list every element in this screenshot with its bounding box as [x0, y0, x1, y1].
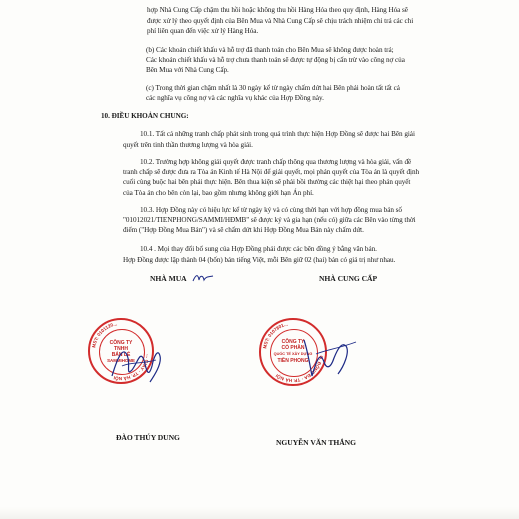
stamp-text: CÔNG TY: [109, 340, 133, 346]
text-line: 10.4 . Mọi thay đổi bổ sung của Hợp Đồng phải được các bên đồng ý bằng văn bản.: [140, 245, 377, 253]
text-line: điểm ("Hợp Đồng Mua Bán") và sẽ chấm dứt khi Hợp Đồng Mua Bán này chấm dứt.: [123, 226, 364, 234]
buyer-heading: NHÀ MUA: [150, 274, 187, 283]
text-line: Các khoản chiết khấu và hỗ trợ chưa thanh toán sẽ được tự động bị cấn trừ vào công nợ của: [146, 56, 405, 64]
text-line: Bên Mua với Nhà Cung Cấp.: [146, 66, 229, 74]
initials-signature: [192, 272, 214, 284]
buyer-name: ĐÀO THÚY DUNG: [116, 433, 180, 442]
supplier-name: NGUYỄN VĂN THẮNG: [276, 438, 356, 447]
text-line: "01012021/TIENPHONG/SAMMI/HĐMB" sẽ được ký và gia hạn (nếu có) giữa các Bên vào từng thời: [123, 216, 416, 224]
text-line: 10.1. Tất cả những tranh chấp phát sinh trong quá trình thực hiện Hợp Đồng sẽ được hai Bên giải: [140, 130, 415, 138]
stamp-text: CÔNG TY: [281, 339, 305, 345]
text-line: của Tòa án cho bên còn lại, bao gồm nhưng không giới hạn Án phí.: [123, 189, 314, 197]
stamp-text: CỔ PHẦN: [281, 345, 305, 351]
text-line: phí liên quan đến việc xử lý Hàng Hóa.: [147, 27, 259, 35]
text-line: 10.2. Trường hợp không giải quyết được tranh chấp thông qua thương lượng và hòa giải, vấn đề: [140, 158, 412, 166]
text-line: (b) Các khoản chiết khấu và hỗ trợ đã thanh toán cho Bên Mua sẽ không được hoàn trả;: [146, 46, 394, 54]
stamp-text: TIỀN PHONG: [277, 358, 309, 364]
page-edge: [0, 507, 519, 519]
text-line: Hợp Đồng được lập thành 04 (bốn) bản tiếng Việt, mỗi Bên giữ 02 (hai) bản có giá trị như nhau.: [123, 256, 396, 264]
text-line: 10.3. Hợp Đồng này có hiệu lực kể từ ngày ký và có cùng thời hạn với hợp đồng mua bán số: [140, 206, 402, 214]
stamp-text: SAMMIHOME: [107, 358, 135, 363]
stamp-ring-text: Q. ĐỐNG ĐA · TP. HÀ NỘI: [274, 355, 324, 384]
stamp-ring-text: ... GIẤY · TP. HÀ NỘI: [113, 353, 151, 382]
text-line: các nghĩa vụ công nợ và các nghĩa vụ khác của Hợp Đồng này.: [146, 94, 324, 102]
stamp-text: QUỐC TẾ XÂY DỰNG: [273, 352, 313, 356]
stamp-ring-text: MST: 0107801...: [262, 321, 289, 349]
text-line: (c) Trong thời gian chậm nhất là 30 ngày kể từ ngày chấm dứt hai Bên phải hoàn tất tất cả: [146, 84, 400, 92]
text-line: cuối cùng buộc hai bên phải thực hiện. Bên thua kiện sẽ phải bồi thường các thiệt hại theo phán quyết: [123, 178, 411, 186]
text-line: tranh chấp sẽ được đưa ra Tòa án Kinh tế Hà Nội để giải quyết, mọi phán quyết của Tòa án là quyết định: [123, 168, 420, 176]
supplier-signature: [300, 332, 360, 384]
text-line: hợp Nhà Cung Cấp chậm thu hồi hoặc không thu hồi Hàng Hóa theo quy định, Hàng Hóa sẽ: [147, 6, 408, 14]
stamp-text: BÁN LẺ: [111, 352, 131, 358]
text-line: quyết trên tinh thần thương lượng và hòa giải.: [123, 141, 253, 149]
text-line: được xử lý theo quyết định của Bên Mua và Nhà Cung Cấp sẽ chịu trách nhiệm chi trả các chi: [147, 17, 414, 25]
buyer-signature: [108, 336, 168, 388]
stamp-text: TNHH: [114, 346, 128, 352]
section-heading: 10. ĐIỀU KHOẢN CHUNG:: [101, 112, 189, 120]
supplier-heading: NHÀ CUNG CẤP: [319, 274, 378, 283]
stamp-ring-text: MST: 0101120...: [91, 321, 118, 349]
